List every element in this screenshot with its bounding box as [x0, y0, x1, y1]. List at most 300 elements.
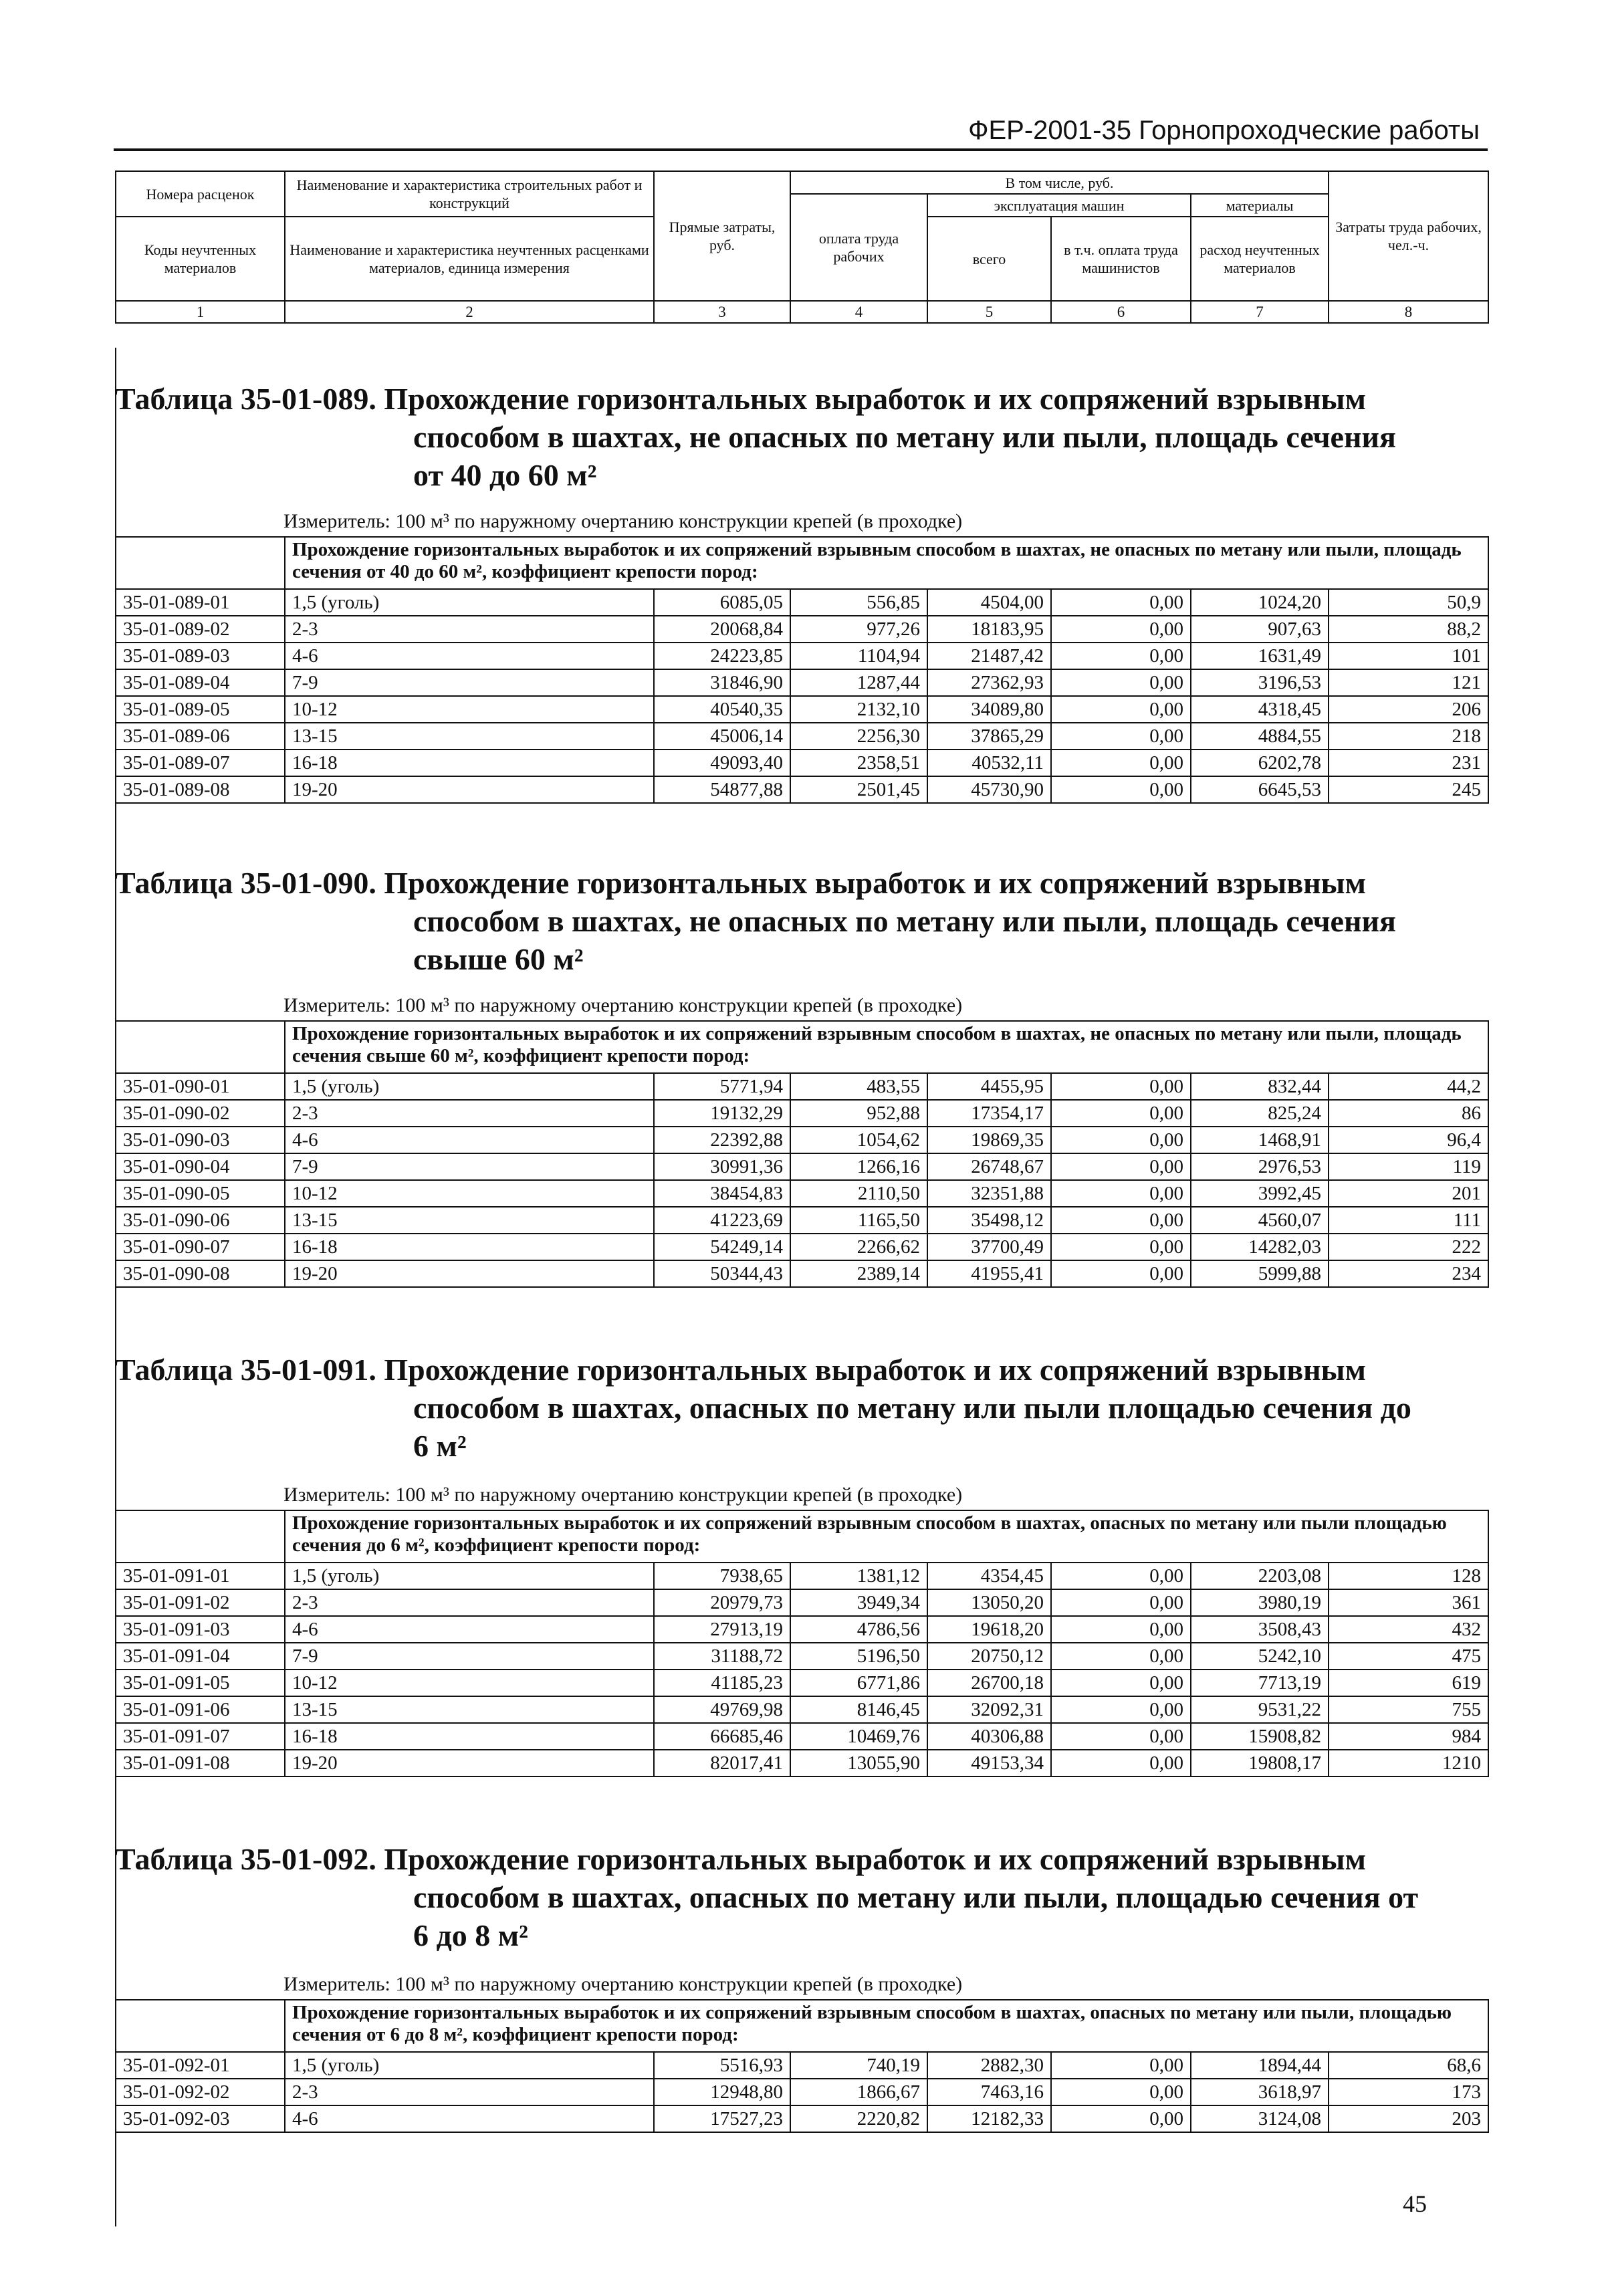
materials-cell: 2203,08 [1191, 1563, 1329, 1589]
table-title-line: способом в шахтах, не опасных по метану или пыли, площадь сечения [413, 420, 1396, 454]
direct-costs-cell: 45006,14 [654, 723, 790, 750]
machines-total-cell: 32092,31 [927, 1696, 1051, 1723]
materials-cell: 4884,55 [1191, 723, 1329, 750]
materials-cell: 3992,45 [1191, 1180, 1329, 1207]
direct-costs-cell: 30991,36 [654, 1153, 790, 1180]
empty-cell [116, 537, 285, 589]
rate-code-cell: 35-01-091-06 [116, 1696, 285, 1723]
direct-costs-cell: 41223,69 [654, 1207, 790, 1234]
table-row [116, 1563, 1488, 1589]
rate-code-cell: 35-01-092-03 [116, 2105, 285, 2132]
materials-cell: 5242,10 [1191, 1643, 1329, 1670]
operator-wages-cell: 0,00 [1051, 2052, 1191, 2079]
col-number: 4 [790, 301, 927, 323]
table-row [116, 669, 1488, 696]
materials-cell: 15908,82 [1191, 1723, 1329, 1750]
rate-code-cell: 35-01-092-01 [116, 2052, 285, 2079]
labor-hours-cell: 432 [1329, 1616, 1488, 1643]
rock-hardness-cell: 16-18 [285, 750, 654, 776]
materials-cell: 1894,44 [1191, 2052, 1329, 2079]
wages-cell: 2266,62 [790, 1234, 927, 1260]
col-number: 7 [1191, 301, 1329, 323]
labor-hours-cell: 111 [1329, 1207, 1488, 1234]
wages-cell: 6771,86 [790, 1670, 927, 1696]
operator-wages-cell: 0,00 [1051, 1723, 1191, 1750]
machines-total-cell: 20750,12 [927, 1643, 1051, 1670]
wages-cell: 1866,67 [790, 2079, 927, 2105]
direct-costs-cell: 20068,84 [654, 616, 790, 643]
col-number: 8 [1329, 301, 1488, 323]
table-row [116, 1750, 1488, 1776]
labor-hours-cell: 173 [1329, 2079, 1488, 2105]
wages-cell: 952,88 [790, 1100, 927, 1127]
wages-cell: 1054,62 [790, 1127, 927, 1153]
column-header-table [115, 170, 1489, 324]
rate-code-cell: 35-01-089-04 [116, 669, 285, 696]
table-row [116, 643, 1488, 669]
machines-total-cell: 26748,67 [927, 1153, 1051, 1180]
description-row [116, 2000, 1488, 2052]
rock-hardness-cell: 2-3 [285, 2079, 654, 2105]
rock-hardness-cell: 13-15 [285, 1207, 654, 1234]
table-row [116, 723, 1488, 750]
table-row [116, 616, 1488, 643]
rock-hardness-cell: 10-12 [285, 696, 654, 723]
rock-hardness-cell: 2-3 [285, 1100, 654, 1127]
col-number: 2 [285, 301, 654, 323]
labor-hours-cell: 128 [1329, 1563, 1488, 1589]
rate-code-cell: 35-01-090-03 [116, 1127, 285, 1153]
col-material-codes-header: Коды неучтенных материалов [116, 217, 285, 301]
empty-cell [116, 1510, 285, 1563]
description-row [116, 1021, 1488, 1073]
rate-code-cell: 35-01-089-07 [116, 750, 285, 776]
rock-hardness-cell: 1,5 (уголь) [285, 2052, 654, 2079]
materials-cell: 5999,88 [1191, 1260, 1329, 1287]
table-meter: Измеритель: 100 м³ по наружному очертанию конструкции крепей (в проходке) [283, 994, 963, 1016]
machines-total-cell: 7463,16 [927, 2079, 1051, 2105]
col-number: 1 [116, 301, 285, 323]
direct-costs-cell: 12948,80 [654, 2079, 790, 2105]
direct-costs-cell: 7938,65 [654, 1563, 790, 1589]
direct-costs-cell: 27913,19 [654, 1616, 790, 1643]
labor-hours-cell: 206 [1329, 696, 1488, 723]
materials-cell: 7713,19 [1191, 1670, 1329, 1696]
rock-hardness-cell: 2-3 [285, 1589, 654, 1616]
operator-wages-cell: 0,00 [1051, 1750, 1191, 1776]
table-meter: Измеритель: 100 м³ по наружному очертанию конструкции крепей (в проходке) [283, 1973, 963, 1995]
rate-code-cell: 35-01-091-05 [116, 1670, 285, 1696]
machines-total-cell: 4455,95 [927, 1073, 1051, 1100]
operator-wages-cell: 0,00 [1051, 616, 1191, 643]
rate-code-cell: 35-01-090-04 [116, 1153, 285, 1180]
table-description: Прохождение горизонтальных выработок и их сопряжений взрывным способом в шахтах, опасных по метану или пыли площадью сечения до 6 м², коэффициент крепости пород: [285, 1510, 1488, 1563]
rock-hardness-cell: 7-9 [285, 1153, 654, 1180]
wages-cell: 2220,82 [790, 2105, 927, 2132]
operator-wages-cell: 0,00 [1051, 723, 1191, 750]
machines-total-cell: 17354,17 [927, 1100, 1051, 1127]
machines-total-cell: 37865,29 [927, 723, 1051, 750]
operator-wages-cell: 0,00 [1051, 1696, 1191, 1723]
data-table [115, 536, 1489, 804]
rock-hardness-cell: 10-12 [285, 1670, 654, 1696]
materials-cell: 14282,03 [1191, 1234, 1329, 1260]
materials-cell: 3508,43 [1191, 1616, 1329, 1643]
rate-code-cell: 35-01-089-08 [116, 776, 285, 803]
wages-cell: 13055,90 [790, 1750, 927, 1776]
wages-cell: 556,85 [790, 589, 927, 616]
table-title: Таблица 35-01-092. Прохождение горизонтальных выработок и их сопряжений взрывным [115, 1842, 1366, 1876]
table-title: Таблица 35-01-090. Прохождение горизонтальных выработок и их сопряжений взрывным [115, 866, 1366, 900]
operator-wages-cell: 0,00 [1051, 643, 1191, 669]
materials-cell: 6202,78 [1191, 750, 1329, 776]
rock-hardness-cell: 4-6 [285, 1127, 654, 1153]
materials-cell: 9531,22 [1191, 1696, 1329, 1723]
operator-wages-cell: 0,00 [1051, 750, 1191, 776]
table-row [116, 1696, 1488, 1723]
table-row [116, 1207, 1488, 1234]
labor-hours-cell: 88,2 [1329, 616, 1488, 643]
materials-cell: 3196,53 [1191, 669, 1329, 696]
rock-hardness-cell: 7-9 [285, 1643, 654, 1670]
table-row [116, 1153, 1488, 1180]
col-operator-wages-header: в т.ч. оплата труда машинистов [1051, 217, 1191, 301]
machines-total-cell: 18183,95 [927, 616, 1051, 643]
col-labor-hours-header: Затраты труда рабочих, чел.-ч. [1329, 171, 1488, 301]
col-number: 5 [927, 301, 1051, 323]
labor-hours-cell: 222 [1329, 1234, 1488, 1260]
machines-total-cell: 45730,90 [927, 776, 1051, 803]
rock-hardness-cell: 7-9 [285, 669, 654, 696]
wages-cell: 1287,44 [790, 669, 927, 696]
table-title-line: способом в шахтах, не опасных по метану или пыли, площадь сечения [413, 904, 1396, 938]
labor-hours-cell: 50,9 [1329, 589, 1488, 616]
rock-hardness-cell: 1,5 (уголь) [285, 1073, 654, 1100]
direct-costs-cell: 50344,43 [654, 1260, 790, 1287]
labor-hours-cell: 984 [1329, 1723, 1488, 1750]
direct-costs-cell: 5516,93 [654, 2052, 790, 2079]
machines-total-cell: 35498,12 [927, 1207, 1051, 1234]
data-table [115, 1020, 1489, 1288]
rate-code-cell: 35-01-089-02 [116, 616, 285, 643]
wages-cell: 1266,16 [790, 1153, 927, 1180]
operator-wages-cell: 0,00 [1051, 1180, 1191, 1207]
table-row [116, 696, 1488, 723]
machines-total-cell: 32351,88 [927, 1180, 1051, 1207]
direct-costs-cell: 82017,41 [654, 1750, 790, 1776]
materials-cell: 1631,49 [1191, 643, 1329, 669]
rock-hardness-cell: 4-6 [285, 1616, 654, 1643]
table-description: Прохождение горизонтальных выработок и их сопряжений взрывным способом в шахтах, не опасных по метану или пыли, площадь сечения свыше 60 м², коэффициент крепости пород: [285, 1021, 1488, 1073]
labor-hours-cell: 203 [1329, 2105, 1488, 2132]
wages-cell: 1165,50 [790, 1207, 927, 1234]
running-header [114, 115, 1488, 151]
table-title-line: от 40 до 60 м² [413, 458, 597, 492]
rate-code-cell: 35-01-089-03 [116, 643, 285, 669]
data-table [115, 1999, 1489, 2133]
table-title-line: свыше 60 м² [413, 942, 584, 976]
table-row [116, 2079, 1488, 2105]
table-row [116, 2105, 1488, 2132]
wages-cell: 740,19 [790, 2052, 927, 2079]
direct-costs-cell: 31846,90 [654, 669, 790, 696]
table-row [116, 1670, 1488, 1696]
col-number: 6 [1051, 301, 1191, 323]
materials-cell: 2976,53 [1191, 1153, 1329, 1180]
rate-code-cell: 35-01-091-04 [116, 1643, 285, 1670]
materials-cell: 1024,20 [1191, 589, 1329, 616]
rock-hardness-cell: 1,5 (уголь) [285, 589, 654, 616]
operator-wages-cell: 0,00 [1051, 696, 1191, 723]
rate-code-cell: 35-01-089-05 [116, 696, 285, 723]
table-row [116, 1100, 1488, 1127]
wages-cell: 977,26 [790, 616, 927, 643]
header-title: ФЕР-2001-35 Горнопроходческие работы [968, 116, 1480, 145]
machines-total-cell: 12182,33 [927, 2105, 1051, 2132]
direct-costs-cell: 6085,05 [654, 589, 790, 616]
table-row [116, 1260, 1488, 1287]
col-machines-total-header: всего [927, 217, 1051, 301]
labor-hours-cell: 86 [1329, 1100, 1488, 1127]
operator-wages-cell: 0,00 [1051, 2079, 1191, 2105]
description-row [116, 537, 1488, 589]
rock-hardness-cell: 10-12 [285, 1180, 654, 1207]
machines-total-cell: 19618,20 [927, 1616, 1051, 1643]
materials-cell: 4560,07 [1191, 1207, 1329, 1234]
rate-code-cell: 35-01-092-02 [116, 2079, 285, 2105]
col-materials-header: материалы [1191, 194, 1329, 217]
operator-wages-cell: 0,00 [1051, 2105, 1191, 2132]
table-row [116, 1234, 1488, 1260]
machines-total-cell: 41955,41 [927, 1260, 1051, 1287]
wages-cell: 483,55 [790, 1073, 927, 1100]
wages-cell: 4786,56 [790, 1616, 927, 1643]
operator-wages-cell: 0,00 [1051, 1643, 1191, 1670]
direct-costs-cell: 54877,88 [654, 776, 790, 803]
col-material-name-header: Наименование и характеристика неучтенных расценками материалов, единица измерения [285, 217, 654, 301]
direct-costs-cell: 31188,72 [654, 1643, 790, 1670]
rate-code-cell: 35-01-091-02 [116, 1589, 285, 1616]
table-row [116, 1180, 1488, 1207]
machines-total-cell: 21487,42 [927, 643, 1051, 669]
col-work-name-header: Наименование и характеристика строительных работ и конструкций [285, 171, 654, 217]
table-title: Таблица 35-01-089. Прохождение горизонтальных выработок и их сопряжений взрывным [115, 382, 1366, 416]
page-number: 45 [1403, 2190, 1427, 2217]
machines-total-cell: 27362,93 [927, 669, 1051, 696]
direct-costs-cell: 5771,94 [654, 1073, 790, 1100]
labor-hours-cell: 101 [1329, 643, 1488, 669]
machines-total-cell: 34089,80 [927, 696, 1051, 723]
rate-code-cell: 35-01-090-06 [116, 1207, 285, 1234]
direct-costs-cell: 40540,35 [654, 696, 790, 723]
wages-cell: 3949,34 [790, 1589, 927, 1616]
operator-wages-cell: 0,00 [1051, 1616, 1191, 1643]
direct-costs-cell: 22392,88 [654, 1127, 790, 1153]
labor-hours-cell: 475 [1329, 1643, 1488, 1670]
operator-wages-cell: 0,00 [1051, 1127, 1191, 1153]
table-description: Прохождение горизонтальных выработок и их сопряжений взрывным способом в шахтах, опасных по метану или пыли, площадью сечения от 6 до 8 м², коэффициент крепости пород: [285, 2000, 1488, 2052]
operator-wages-cell: 0,00 [1051, 1073, 1191, 1100]
wages-cell: 5196,50 [790, 1643, 927, 1670]
table-row [116, 1723, 1488, 1750]
rate-code-cell: 35-01-091-07 [116, 1723, 285, 1750]
table-row [116, 1616, 1488, 1643]
col-including-header: В том числе, руб. [790, 171, 1329, 194]
table-section-091 [115, 1351, 1488, 1812]
operator-wages-cell: 0,00 [1051, 1153, 1191, 1180]
rate-code-cell: 35-01-090-07 [116, 1234, 285, 1260]
materials-cell: 6645,53 [1191, 776, 1329, 803]
direct-costs-cell: 24223,85 [654, 643, 790, 669]
operator-wages-cell: 0,00 [1051, 589, 1191, 616]
labor-hours-cell: 1210 [1329, 1750, 1488, 1776]
direct-costs-cell: 49769,98 [654, 1696, 790, 1723]
labor-hours-cell: 96,4 [1329, 1127, 1488, 1153]
direct-costs-cell: 49093,40 [654, 750, 790, 776]
labor-hours-cell: 218 [1329, 723, 1488, 750]
materials-cell: 3124,08 [1191, 2105, 1329, 2132]
wages-cell: 2132,10 [790, 696, 927, 723]
direct-costs-cell: 41185,23 [654, 1670, 790, 1696]
labor-hours-cell: 121 [1329, 669, 1488, 696]
data-table [115, 1510, 1489, 1777]
rock-hardness-cell: 16-18 [285, 1723, 654, 1750]
labor-hours-cell: 68,6 [1329, 2052, 1488, 2079]
table-section-089 [115, 380, 1488, 834]
rate-code-cell: 35-01-091-08 [116, 1750, 285, 1776]
wages-cell: 10469,76 [790, 1723, 927, 1750]
table-meter: Измеритель: 100 м³ по наружному очертанию конструкции крепей (в проходке) [283, 510, 963, 532]
table-row [116, 1643, 1488, 1670]
labor-hours-cell: 231 [1329, 750, 1488, 776]
materials-cell: 3618,97 [1191, 2079, 1329, 2105]
labor-hours-cell: 234 [1329, 1260, 1488, 1287]
machines-total-cell: 37700,49 [927, 1234, 1051, 1260]
direct-costs-cell: 20979,73 [654, 1589, 790, 1616]
operator-wages-cell: 0,00 [1051, 1100, 1191, 1127]
operator-wages-cell: 0,00 [1051, 1207, 1191, 1234]
rock-hardness-cell: 4-6 [285, 643, 654, 669]
table-section-090 [115, 864, 1488, 1318]
wages-cell: 1381,12 [790, 1563, 927, 1589]
operator-wages-cell: 0,00 [1051, 1563, 1191, 1589]
table-row [116, 1073, 1488, 1100]
table-row [116, 589, 1488, 616]
table-title-line: способом в шахтах, опасных по метану или пыли площадью сечения до [413, 1391, 1411, 1425]
operator-wages-cell: 0,00 [1051, 1670, 1191, 1696]
operator-wages-cell: 0,00 [1051, 1589, 1191, 1616]
table-row [116, 750, 1488, 776]
direct-costs-cell: 66685,46 [654, 1723, 790, 1750]
direct-costs-cell: 19132,29 [654, 1100, 790, 1127]
wages-cell: 2358,51 [790, 750, 927, 776]
table-meter: Измеритель: 100 м³ по наружному очертанию конструкции крепей (в проходке) [283, 1484, 963, 1506]
wages-cell: 2501,45 [790, 776, 927, 803]
machines-total-cell: 13050,20 [927, 1589, 1051, 1616]
labor-hours-cell: 44,2 [1329, 1073, 1488, 1100]
machines-total-cell: 40306,88 [927, 1723, 1051, 1750]
col-wages-header: оплата труда рабочих [790, 194, 927, 301]
table-row [116, 1589, 1488, 1616]
rate-code-cell: 35-01-091-01 [116, 1563, 285, 1589]
col-direct-costs-header: Прямые затраты, руб. [654, 171, 790, 301]
operator-wages-cell: 0,00 [1051, 1260, 1191, 1287]
materials-cell: 1468,91 [1191, 1127, 1329, 1153]
table-section-092 [115, 1840, 1488, 2174]
rock-hardness-cell: 4-6 [285, 2105, 654, 2132]
table-title-line: 6 м² [413, 1429, 467, 1463]
rock-hardness-cell: 13-15 [285, 1696, 654, 1723]
col-machines-header: эксплуатация машин [927, 194, 1191, 217]
materials-cell: 4318,45 [1191, 696, 1329, 723]
rock-hardness-cell: 1,5 (уголь) [285, 1563, 654, 1589]
labor-hours-cell: 361 [1329, 1589, 1488, 1616]
table-title: Таблица 35-01-091. Прохождение горизонтальных выработок и их сопряжений взрывным [115, 1353, 1366, 1387]
rate-code-cell: 35-01-090-01 [116, 1073, 285, 1100]
machines-total-cell: 26700,18 [927, 1670, 1051, 1696]
col-rate-number-header: Номера расценок [116, 171, 285, 217]
table-description: Прохождение горизонтальных выработок и их сопряжений взрывным способом в шахтах, не опасных по метану или пыли, площадь сечения от 40 до 60 м², коэффициент крепости пород: [285, 537, 1488, 589]
rock-hardness-cell: 19-20 [285, 1750, 654, 1776]
rate-code-cell: 35-01-090-08 [116, 1260, 285, 1287]
rate-code-cell: 35-01-090-02 [116, 1100, 285, 1127]
materials-cell: 825,24 [1191, 1100, 1329, 1127]
rate-code-cell: 35-01-091-03 [116, 1616, 285, 1643]
operator-wages-cell: 0,00 [1051, 1234, 1191, 1260]
machines-total-cell: 49153,34 [927, 1750, 1051, 1776]
operator-wages-cell: 0,00 [1051, 776, 1191, 803]
direct-costs-cell: 54249,14 [654, 1234, 790, 1260]
labor-hours-cell: 245 [1329, 776, 1488, 803]
direct-costs-cell: 38454,83 [654, 1180, 790, 1207]
labor-hours-cell: 619 [1329, 1670, 1488, 1696]
rate-code-cell: 35-01-090-05 [116, 1180, 285, 1207]
rock-hardness-cell: 13-15 [285, 723, 654, 750]
direct-costs-cell: 17527,23 [654, 2105, 790, 2132]
empty-cell [116, 2000, 285, 2052]
col-material-consumption-header: расход неучтенных материалов [1191, 217, 1329, 301]
table-title-line: 6 до 8 м² [413, 1918, 528, 1952]
rock-hardness-cell: 2-3 [285, 616, 654, 643]
description-row [116, 1510, 1488, 1563]
materials-cell: 3980,19 [1191, 1589, 1329, 1616]
wages-cell: 2256,30 [790, 723, 927, 750]
wages-cell: 8146,45 [790, 1696, 927, 1723]
table-row [116, 776, 1488, 803]
rate-code-cell: 35-01-089-06 [116, 723, 285, 750]
materials-cell: 907,63 [1191, 616, 1329, 643]
machines-total-cell: 40532,11 [927, 750, 1051, 776]
materials-cell: 832,44 [1191, 1073, 1329, 1100]
machines-total-cell: 4504,00 [927, 589, 1051, 616]
rate-code-cell: 35-01-089-01 [116, 589, 285, 616]
wages-cell: 2389,14 [790, 1260, 927, 1287]
table-title-line: способом в шахтах, опасных по метану или пыли, площадью сечения от [413, 1880, 1419, 1914]
labor-hours-cell: 119 [1329, 1153, 1488, 1180]
table-row [116, 1127, 1488, 1153]
machines-total-cell: 19869,35 [927, 1127, 1051, 1153]
wages-cell: 1104,94 [790, 643, 927, 669]
rock-hardness-cell: 16-18 [285, 1234, 654, 1260]
wages-cell: 2110,50 [790, 1180, 927, 1207]
col-number: 3 [654, 301, 790, 323]
empty-cell [116, 1021, 285, 1073]
labor-hours-cell: 201 [1329, 1180, 1488, 1207]
labor-hours-cell: 755 [1329, 1696, 1488, 1723]
machines-total-cell: 2882,30 [927, 2052, 1051, 2079]
operator-wages-cell: 0,00 [1051, 669, 1191, 696]
materials-cell: 19808,17 [1191, 1750, 1329, 1776]
